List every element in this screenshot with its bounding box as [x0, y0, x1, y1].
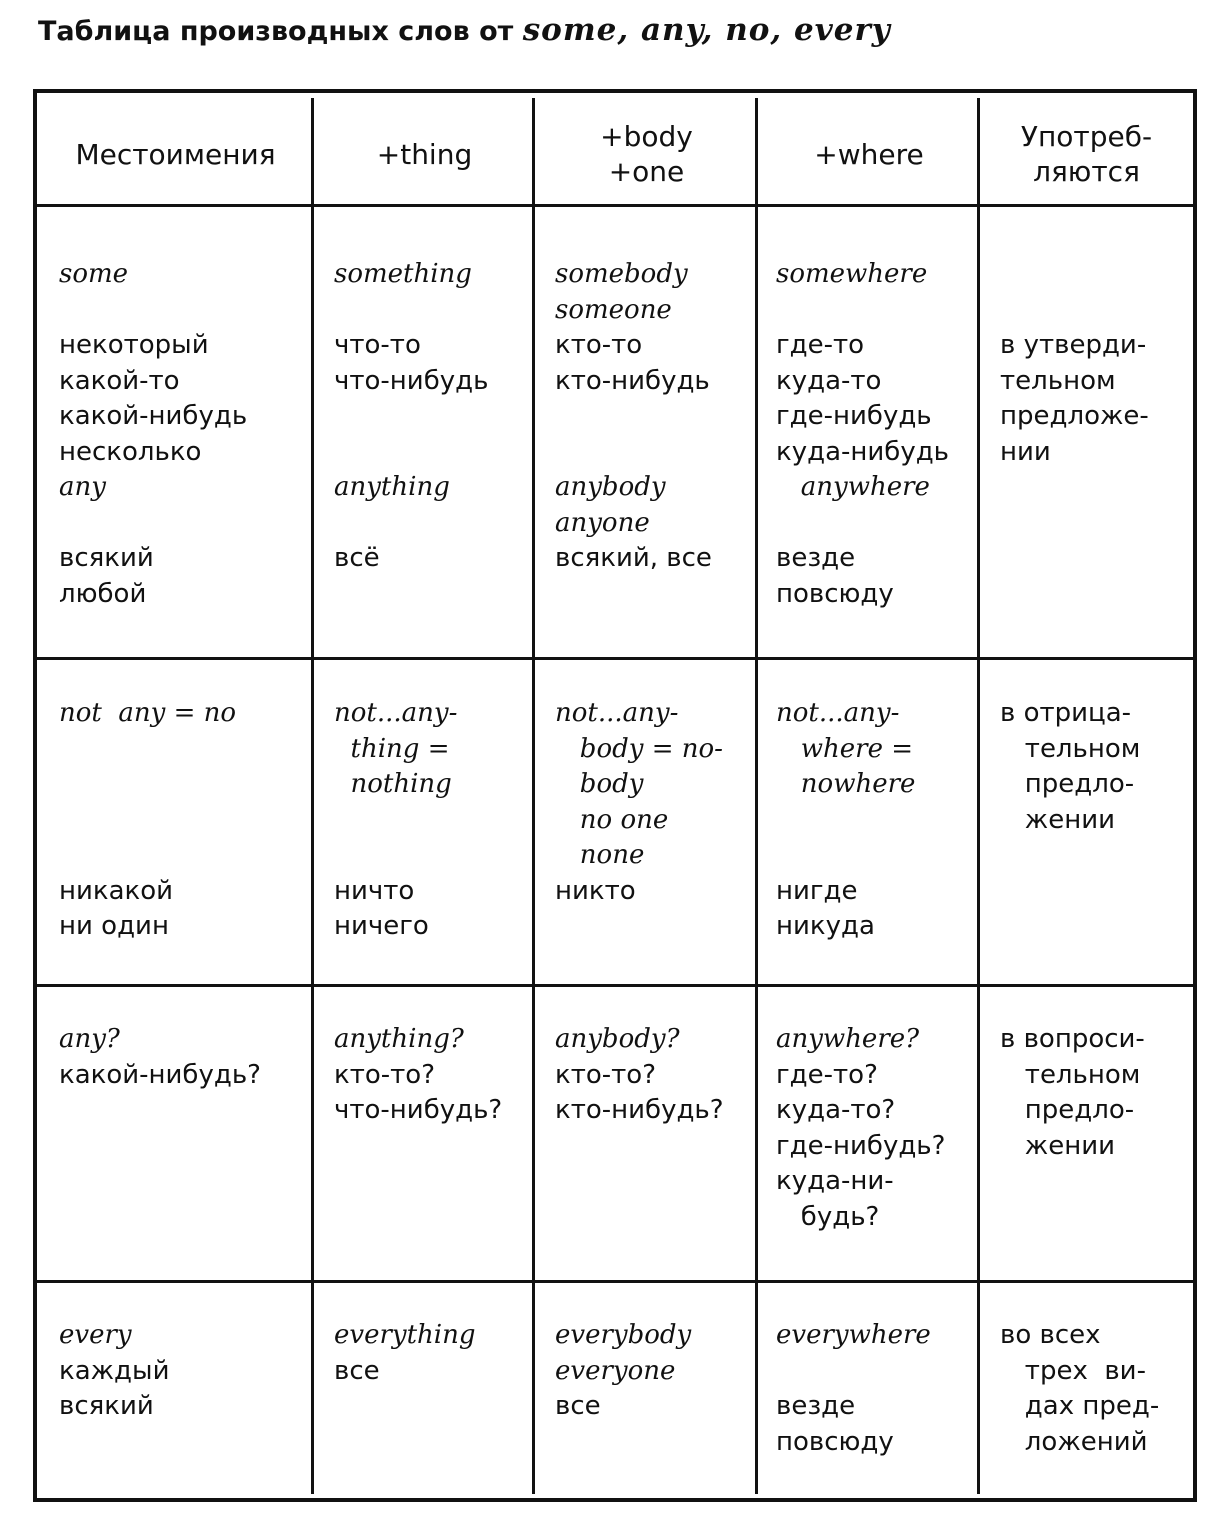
- russian-word: всякий: [59, 1391, 154, 1421]
- table-cell-thing: [334, 696, 531, 984]
- russian-word: [59, 293, 310, 329]
- table-cell-where: [776, 1318, 976, 1494]
- russian-word: [334, 506, 531, 542]
- russian-word: куда-нибудь: [776, 436, 949, 467]
- english-word: anything?: [334, 1024, 464, 1054]
- russian-word: нии: [1000, 436, 1051, 467]
- russian-word: кто-то?: [334, 1059, 435, 1090]
- column-divider: [532, 98, 535, 1494]
- column-header-pronoun: [37, 106, 314, 202]
- row-divider: [37, 204, 1194, 207]
- table-cell-pronoun: [59, 257, 310, 657]
- english-word: anybody: [555, 472, 666, 502]
- header-line: +thing: [376, 137, 473, 171]
- row-divider: [37, 657, 1194, 660]
- english-word: some: [59, 259, 129, 289]
- russian-word: все: [555, 1391, 601, 1421]
- english-word: everybody: [555, 1320, 692, 1350]
- english-word: not any = no: [59, 698, 237, 728]
- russian-word: где-то?: [776, 1059, 878, 1090]
- russian-word: [776, 803, 976, 839]
- table-cell-where: [776, 257, 976, 657]
- russian-word: никто: [555, 875, 636, 906]
- english-word: everything: [334, 1320, 476, 1350]
- column-header-body: [535, 106, 758, 202]
- english-word: where =: [776, 733, 914, 764]
- title-prefix: Таблица производных слов от: [38, 16, 523, 47]
- russian-word: [776, 293, 976, 329]
- russian-word: в вопроси-: [1000, 1024, 1145, 1054]
- russian-word: кто-нибудь?: [555, 1095, 724, 1125]
- russian-word: всякий: [59, 543, 154, 573]
- russian-word: предло-: [1000, 769, 1135, 799]
- russian-word: в отрица-: [1000, 698, 1132, 728]
- russian-word: [334, 399, 531, 435]
- russian-word: предло-: [1000, 1095, 1135, 1125]
- table-cell-body: [555, 1022, 754, 1280]
- header-line: +where: [814, 137, 924, 171]
- russian-word: [1000, 293, 1189, 329]
- row-divider: [37, 984, 1194, 987]
- russian-word: тельном: [1000, 1059, 1141, 1090]
- russian-word: ложений: [1000, 1426, 1148, 1457]
- english-word: anybody?: [555, 1024, 680, 1054]
- english-word: everyone: [555, 1355, 676, 1386]
- russian-word: [776, 838, 976, 874]
- russian-word: куда-ни-: [776, 1166, 894, 1196]
- column-header-thing: [314, 106, 535, 202]
- table-cell-thing: [334, 1318, 531, 1494]
- russian-word: ничто: [334, 875, 415, 906]
- russian-word: ничего: [334, 911, 429, 941]
- column-divider: [311, 98, 314, 1494]
- header-line: +one: [608, 155, 685, 188]
- russian-word: тельном: [1000, 733, 1141, 764]
- page-title: [38, 12, 891, 48]
- russian-word: несколько: [59, 436, 202, 467]
- russian-word: [334, 803, 531, 839]
- russian-word: кто-нибудь: [555, 365, 710, 396]
- table-cell-pronoun: [59, 1022, 310, 1280]
- header-line: +body: [600, 120, 693, 153]
- table-cell-thing: [334, 1022, 531, 1280]
- english-word: thing =: [334, 733, 450, 764]
- english-word: body: [555, 769, 644, 799]
- russian-word: что-нибудь: [334, 365, 489, 396]
- russian-word: какой-нибудь: [59, 401, 248, 431]
- russian-word: всё: [334, 543, 380, 573]
- russian-word: где-нибудь: [776, 401, 932, 431]
- english-word: anything: [334, 472, 450, 502]
- russian-word: [555, 399, 754, 435]
- russian-word: [776, 506, 976, 542]
- header-line: ляются: [1033, 155, 1140, 188]
- russian-word: [776, 1354, 976, 1390]
- russian-word: что-нибудь?: [334, 1095, 503, 1125]
- english-word: not...any-: [776, 698, 900, 728]
- table-cell-body: [555, 696, 754, 984]
- english-word: every: [59, 1320, 132, 1350]
- russian-word: [59, 803, 310, 839]
- table-cell-usage: [1000, 1022, 1189, 1280]
- table-cell-usage: [1000, 696, 1189, 984]
- russian-word: куда-то: [776, 365, 882, 396]
- english-word: body = no-: [555, 733, 723, 764]
- russian-word: повсюду: [776, 1426, 894, 1457]
- russian-word: все: [334, 1355, 380, 1386]
- column-header-usage: [980, 106, 1193, 202]
- russian-word: [59, 838, 310, 874]
- russian-word: где-то: [776, 330, 865, 360]
- russian-word: никакой: [59, 875, 174, 906]
- russian-word: [334, 838, 531, 874]
- russian-word: жении: [1000, 804, 1116, 835]
- russian-word: предложе-: [1000, 401, 1149, 431]
- table-cell-body: [555, 257, 754, 657]
- russian-word: [334, 293, 531, 329]
- russian-word: [59, 767, 310, 803]
- russian-word: везде: [776, 543, 856, 573]
- column-header-where: [758, 106, 980, 202]
- russian-word: никуда: [776, 911, 875, 941]
- table-cell-where: [776, 1022, 976, 1280]
- header-line: Употреб-: [1020, 120, 1153, 153]
- russian-word: будь?: [776, 1201, 880, 1232]
- english-word: anywhere: [776, 472, 930, 502]
- english-word: somewhere: [776, 259, 928, 289]
- russian-word: [59, 506, 310, 542]
- column-divider: [977, 98, 980, 1494]
- russian-word: всякий, все: [555, 543, 712, 573]
- russian-word: некоторый: [59, 330, 209, 360]
- english-word: anyone: [555, 507, 650, 538]
- russian-word: в утверди-: [1000, 330, 1147, 360]
- russian-word: во всех: [1000, 1320, 1101, 1350]
- russian-word: кто-то?: [555, 1059, 656, 1090]
- russian-word: каждый: [59, 1355, 170, 1386]
- russian-word: куда-то?: [776, 1095, 896, 1125]
- english-word: no one: [555, 804, 669, 835]
- english-word: any: [59, 472, 106, 502]
- table-cell-where: [776, 696, 976, 984]
- russian-word: [1000, 257, 1189, 293]
- russian-word: трех ви-: [1000, 1355, 1146, 1386]
- table-cell-usage: [1000, 1318, 1189, 1494]
- russian-word: что-то: [334, 330, 421, 360]
- english-word: not...any-: [334, 698, 458, 728]
- russian-word: кто-то: [555, 330, 643, 360]
- russian-word: какой-нибудь?: [59, 1059, 261, 1090]
- russian-word: жении: [1000, 1130, 1116, 1161]
- table-cell-pronoun: [59, 696, 310, 984]
- title-words: some, any, no, every: [522, 12, 891, 48]
- russian-word: повсюду: [776, 578, 894, 609]
- english-word: nowhere: [776, 769, 916, 799]
- russian-word: какой-то: [59, 365, 180, 396]
- russian-word: везде: [776, 1391, 856, 1421]
- column-divider: [755, 98, 758, 1494]
- russian-word: тельном: [1000, 365, 1116, 396]
- russian-word: где-нибудь?: [776, 1130, 946, 1161]
- russian-word: дах пред-: [1000, 1391, 1160, 1421]
- english-word: everywhere: [776, 1320, 931, 1350]
- english-word: someone: [555, 294, 672, 325]
- russian-word: ни один: [59, 911, 169, 941]
- table-cell-body: [555, 1318, 754, 1494]
- english-word: something: [334, 259, 472, 289]
- english-word: not...any-: [555, 698, 679, 728]
- russian-word: нигде: [776, 875, 858, 906]
- english-word: none: [555, 840, 645, 870]
- english-word: anywhere?: [776, 1024, 920, 1054]
- english-word: somebody: [555, 259, 688, 289]
- russian-word: [334, 435, 531, 471]
- russian-word: любой: [59, 578, 147, 609]
- table-cell-usage: [1000, 257, 1189, 657]
- row-divider: [37, 1280, 1194, 1283]
- table-cell-pronoun: [59, 1318, 310, 1494]
- english-word: any?: [59, 1024, 120, 1054]
- english-word: nothing: [334, 769, 452, 799]
- header-line: Местоимения: [75, 137, 276, 171]
- russian-word: [555, 435, 754, 471]
- russian-word: [59, 732, 310, 768]
- table-cell-thing: [334, 257, 531, 657]
